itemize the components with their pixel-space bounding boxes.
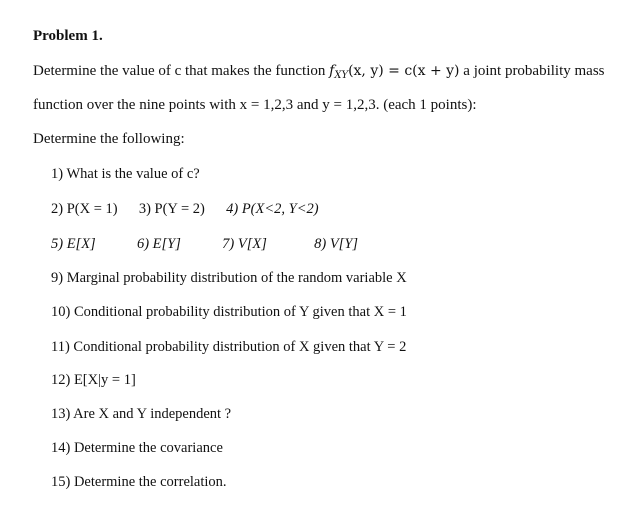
question-6: 6) E[Y]: [136, 236, 181, 252]
intro-line-1: [33, 62, 605, 85]
intro-text-1: Determine the value of c that makes the function: [33, 63, 326, 79]
question-7: 7) V[X]: [222, 236, 267, 252]
question-5: 5) E[X]: [51, 236, 96, 252]
intro-line-3: Determine the following:: [33, 131, 185, 147]
intro-text-2: a joint probability mass: [463, 63, 605, 79]
question-14: 14) Determine the covariance: [51, 440, 223, 456]
function-name: $f_{XY}$: [329, 63, 349, 81]
question-8: 8) V[Y]: [314, 236, 359, 252]
question-13: 13) Are X and Y independent ?: [51, 406, 232, 422]
question-10: 10) Conditional probability distribution of Y given that X = 1: [51, 304, 407, 320]
function-expression: (x, y) = c(x + y): [348, 63, 460, 79]
question-9: 9) Marginal probability distribution of the random variable X: [51, 270, 407, 286]
problem-title: Problem 1.: [33, 28, 103, 44]
question-3: 3) P(Y = 2): [138, 201, 205, 217]
question-12: 12) E[X|y = 1]: [51, 372, 136, 388]
question-row-5-8: [51, 235, 358, 253]
question-4: 4) P(X<2, Y<2): [226, 201, 319, 217]
question-row-2-4: [51, 200, 319, 218]
intro-line-2: function over the nine points with x = 1,2,3 and y = 1,2,3. (each 1 points):: [33, 97, 477, 113]
question-15: 15) Determine the correlation.: [51, 474, 227, 490]
question-2: 2) P(X = 1): [51, 201, 118, 217]
question-1: 1) What is the value of c?: [51, 166, 200, 182]
question-11: 11) Conditional probability distribution of X given that Y = 2: [51, 339, 407, 355]
